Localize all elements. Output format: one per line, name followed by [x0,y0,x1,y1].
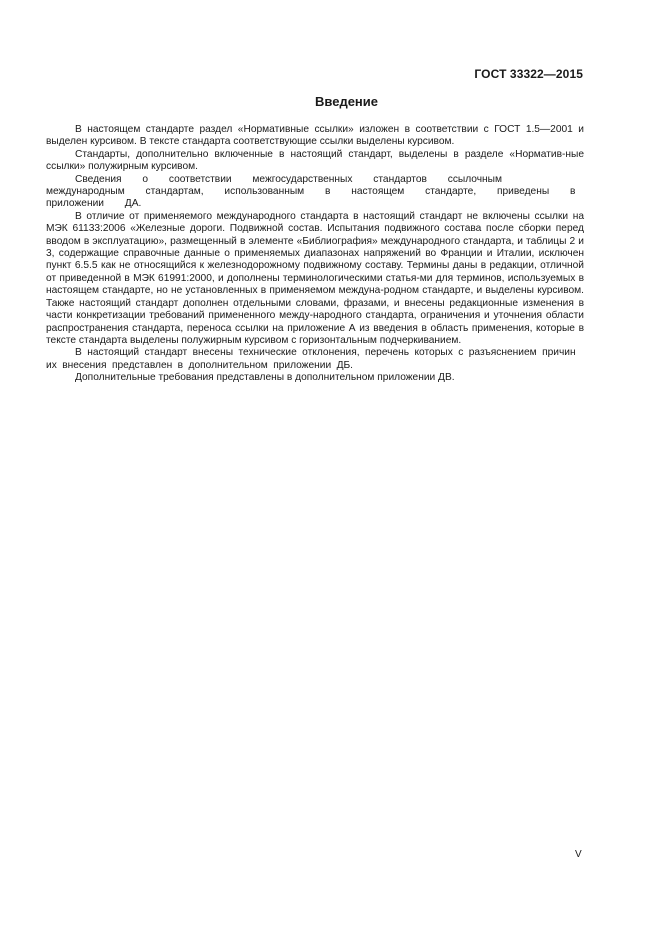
page-number: V [575,849,582,860]
paragraph: В отличие от применяемого международного стандарта в настоящий стандарт не включены ссылки на МЭК 61133:2006 «Железные дороги. Подвижной состав. Испытания подвижного состава после сборки перед вводом в эксплуатацию», размещенный в элементе «Библиография» международного стандарта, и таблицы 2 и 3, содержащие справочные данные о применяемых диапазонах напряжений во Франции и Италии, исключен пункт 6.5.5 как не относящийся к железнодорожному подвижному составу. Термины даны в редакции, отличной от приведенной в МЭК 61991:2000, и дополнены терминологическими статья-ми для терминов, используемых в настоящем стандарте, но не установленных в применяемом междуна-родном стандарте, и выделены курсивом. Также настоящий стандарт дополнен отдельными словами, фразами, и внесены редакционные изменения в части конкретизации требований примененного между-народного стандарта, ограничения и уточнения области распространения стандарта, переноса ссылки на приложение А из введения в область применения, которые в тексте стандарта выделены полужирным курсивом с горизонтальным подчеркиванием. [46,210,584,346]
document-code: ГОСТ 33322—2015 [474,67,583,81]
body-text [46,124,584,385]
paragraph: Дополнительные требования представлены в дополнительном приложении ДВ. [75,372,455,384]
paragraph: Стандарты, дополнительно включенные в настоящий стандарт, выделены в разделе «Норматив-ные ссылки» полужирным курсивом. [46,148,584,173]
paragraph: В настоящем стандарте раздел «Нормативные ссылки» изложен в соответствии с ГОСТ 1.5—2001 и выделен курсивом. В тексте стандарта соответствующие ссылки выделены курсивом. [46,124,584,148]
paragraph: Сведения о соответствии межгосударственных стандартов ссылочным международным стандартам, использованным в настоящем стандарте, приведены в приложении ДА. [46,173,576,210]
section-title: Введение [315,94,378,109]
paragraph: В настоящий стандарт внесены технические отклонения, перечень которых с разъяснением причин их внесения представлен в дополнительном приложении ДБ. [46,347,576,371]
